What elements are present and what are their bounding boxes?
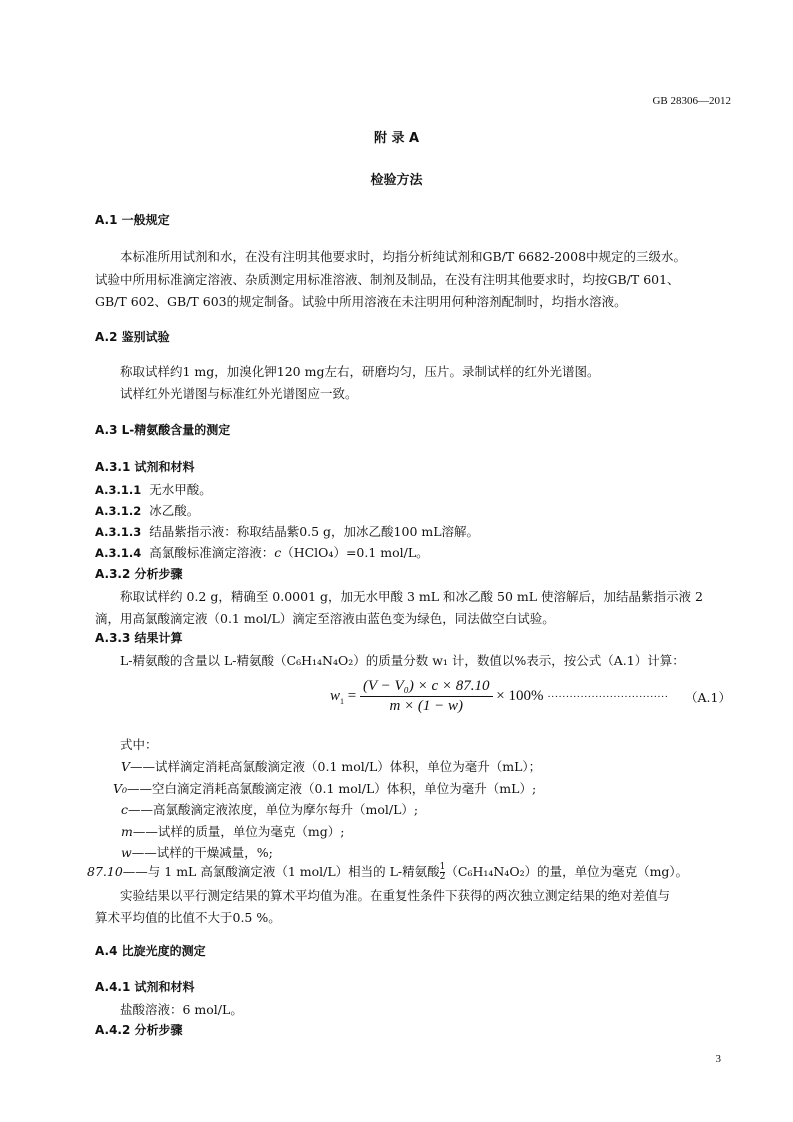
item-number: A.3.1.3 — [95, 525, 142, 539]
section-a4-1-reagent: 盐酸溶液：6 mol/L。 — [120, 1002, 243, 1017]
var-desc: ——试样滴定消耗高氯酸滴定液（0.1 mol/L）体积，单位为毫升（mL）； — [130, 759, 542, 774]
var-symbol: V₀ — [113, 781, 128, 796]
result-line2: 算术平均值的比值不大于0.5 %。 — [95, 910, 281, 925]
formula-factor: × 100% — [496, 687, 544, 704]
item-number: A.3.1.4 — [95, 546, 142, 560]
fraction-one-half: $\frac{1}{2}$ — [439, 862, 446, 882]
var-desc: ——试样的质量，单位为毫克（mg）; — [132, 824, 345, 839]
formula-a1: $w_1$ = $\frac{\text{(V − V₀) × c × 87.10}}{m \times (1 - w)}$ × 100% ································· — [330, 678, 669, 714]
var-symbol: m — [121, 824, 133, 839]
section-a2-line1: 称取试样约1 mg，加溴化钾120 mg左右，研磨均匀，压片。录制试样的红外光谱图。 — [120, 364, 600, 379]
var-desc: ——空白滴定消耗高氯酸滴定液（0.1 mol/L）体积，单位为毫升（mL）; — [127, 781, 537, 796]
appendix-title: 附 录 A — [373, 131, 420, 146]
section-a2-heading: A.2 鉴别试验 — [95, 330, 170, 344]
section-a1-line1: 本标准所用试剂和水，在没有注明其他要求时，均指分析纯试剂和GB/T 6682-2008中规定的三级水。 — [120, 249, 687, 264]
section-a3-heading: A.3 L-精氨酸含量的测定 — [95, 423, 231, 437]
var-desc: ——高氯酸滴定液浓度，单位为摩尔每升（mol/L）; — [128, 802, 419, 817]
var-def-8710 — [87, 862, 688, 882]
appendix-subtitle: 检验方法 — [370, 173, 423, 188]
var-desc-post: （C₆H₁₄N₄O₂）的量，单位为毫克（mg）。 — [445, 864, 689, 879]
section-a1-heading: A.1 一般规定 — [95, 213, 170, 227]
var-symbol: c — [121, 802, 129, 817]
formula-leader: ································· — [547, 690, 669, 703]
formula-lhs: w — [330, 687, 341, 704]
section-a3-1-heading: A.3.1 试剂和材料 — [95, 460, 195, 474]
standard-number: GB 28306—2012 — [652, 95, 731, 107]
item-text: 结晶紫指示液：称取结晶紫0.5 g，加冰乙酸100 mL溶解。 — [149, 524, 480, 539]
var-symbol: V — [121, 759, 131, 774]
item-number: A.3.1.1 — [95, 483, 142, 497]
section-a3-3-calc-line: L-精氨酸的含量以 L-精氨酸（C₆H₁₄N₄O₂）的质量分数 w₁ 计，数值以%表示，按公式（A.1）计算： — [120, 653, 685, 668]
item-text: 冰乙酸。 — [149, 503, 200, 518]
section-a3-2-heading: A.3.2 分析步骤 — [95, 567, 183, 581]
item-text: 无水甲酸。 — [149, 482, 212, 497]
item-a3-1-1 — [95, 480, 212, 498]
item-text-post: （HClO₄）=0.1 mol/L。 — [281, 545, 429, 560]
section-a1-line3: GB/T 602、GB/T 603的规定制备。试验中所用溶液在未注明用何种溶剂配制时，均指水溶液。 — [95, 294, 627, 309]
section-a1-line2: 试验中所用标准滴定溶液、杂质测定用标准溶液、制剂及制品，在没有注明其他要求时，均按GB/T 601、 — [95, 272, 680, 287]
section-a4-1-heading: A.4.1 试剂和材料 — [95, 980, 195, 994]
formula-denominator: m × (1 − w) — [389, 698, 464, 714]
formula-lhs-sub: 1 — [340, 696, 345, 706]
var-symbol: 87.10 — [87, 864, 123, 879]
item-var-c: c — [274, 545, 282, 560]
section-a4-heading: A.4 比旋光度的测定 — [95, 944, 206, 958]
result-line1: 实验结果以平行测定结果的算术平均值为准。在重复性条件下获得的两次独立测定结果的绝对差值与 — [120, 888, 671, 903]
where-label: 式中： — [120, 737, 158, 752]
item-a3-1-4 — [95, 543, 429, 561]
formula-numerator: (V − V₀) × c × 87.10 — [360, 678, 493, 697]
var-def-m — [121, 822, 344, 840]
var-def-v0 — [113, 779, 536, 797]
section-a3-2-line1: 称取试样约 0.2 g，精确至 0.0001 g，加无水甲酸 3 mL 和冰乙酸 50 mL 使溶解后，加结晶紫指示液 2 — [120, 589, 703, 604]
var-desc-pre: ——与 1 mL 高氯酸滴定液（1 mol/L）相当的 L-精氨酸 — [122, 864, 440, 879]
var-def-c — [121, 800, 418, 818]
formula-fraction — [360, 678, 493, 715]
section-a4-2-heading: A.4.2 分析步骤 — [95, 1023, 183, 1037]
var-def-v — [121, 757, 541, 775]
var-symbol: w — [121, 845, 132, 860]
var-def-w — [121, 843, 273, 861]
item-number: A.3.1.2 — [95, 504, 142, 518]
section-a3-2-line2: 滴，用高氯酸滴定液（0.1 mol/L）滴定至溶液由蓝色变为绿色，同法做空白试验。 — [95, 611, 555, 626]
section-a3-3-heading: A.3.3 结果计算 — [95, 631, 183, 645]
var-desc: ——试样的干燥减量，%; — [131, 845, 273, 860]
item-a3-1-3 — [95, 522, 479, 540]
item-a3-1-2 — [95, 501, 199, 519]
section-a2-line2: 试样红外光谱图与标准红外光谱图应一致。 — [120, 386, 358, 401]
item-text-pre: 高氯酸标准滴定溶液： — [149, 545, 275, 560]
page-number: 3 — [715, 1053, 721, 1065]
formula-number: （A.1） — [685, 690, 731, 705]
